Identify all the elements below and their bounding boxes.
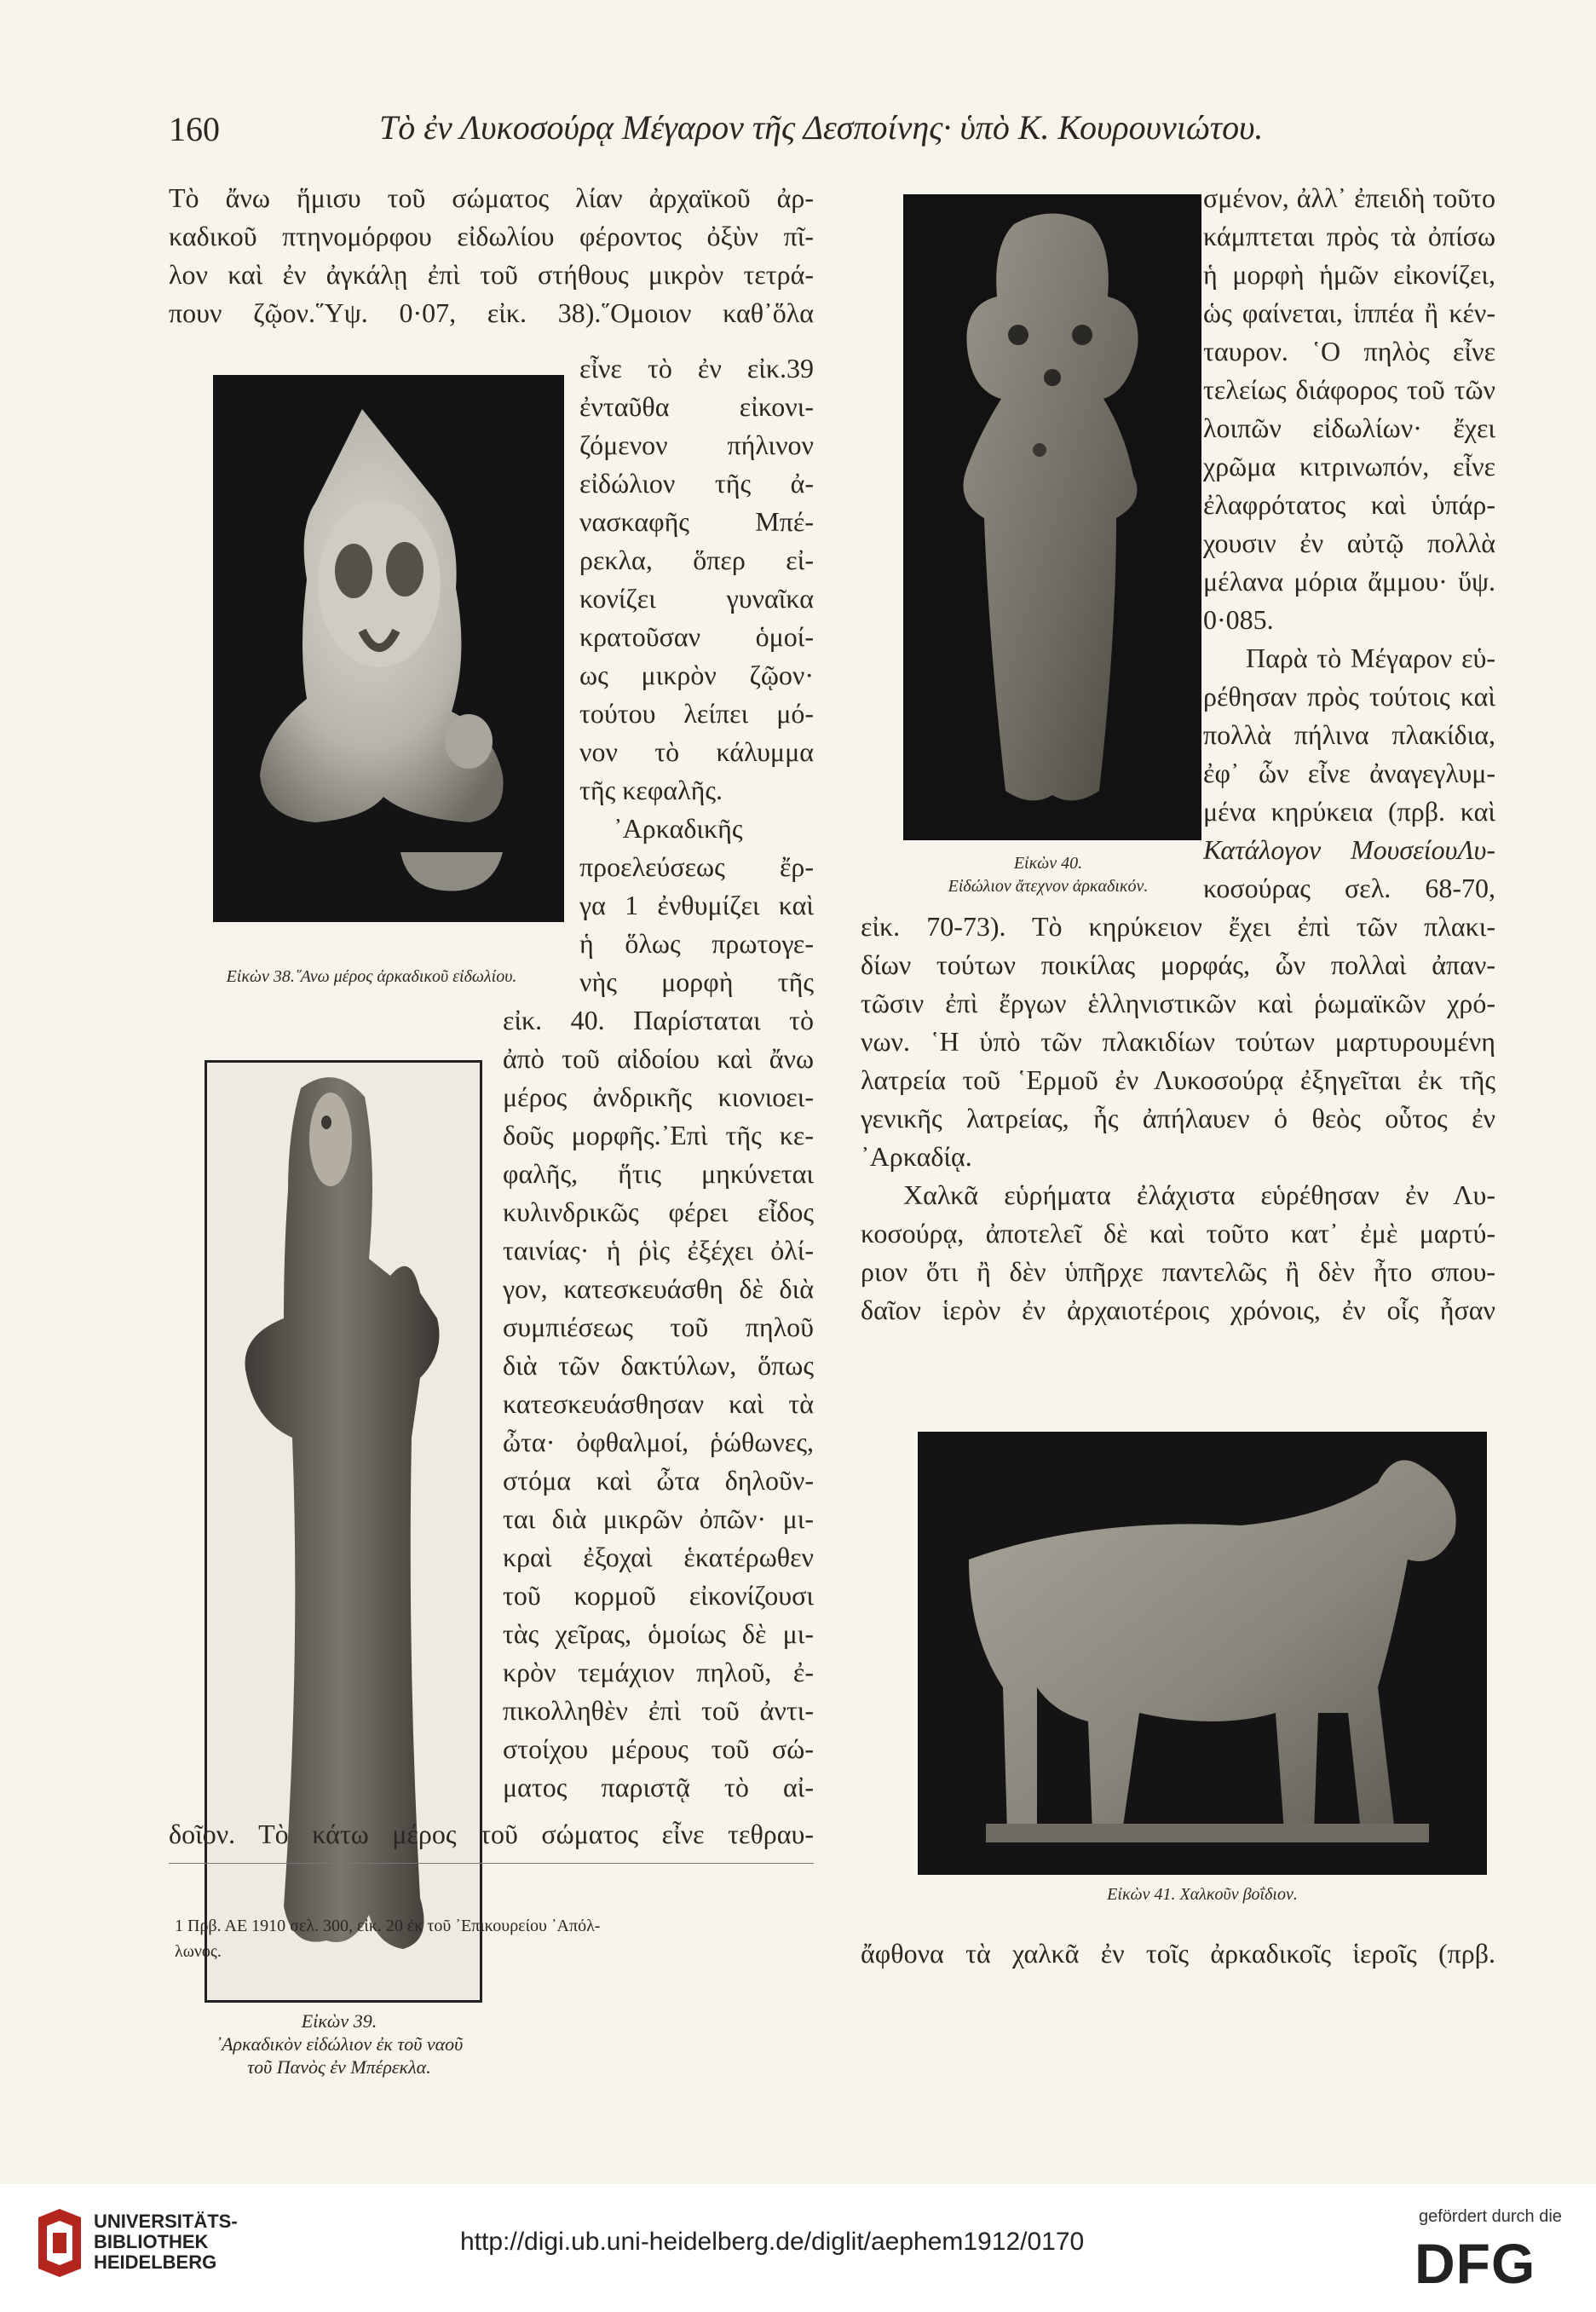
text-line: πουν ζῷον.῞Υψ. 0·07, εἰκ. 38).῞Ομοιον καθ᾽ὅλα — [169, 297, 814, 328]
text-line: ρέθησαν πρὸς τούτοις καὶ — [1203, 681, 1495, 712]
text-line: πικολληθὲν ἐπὶ τοῦ ἀντι- — [503, 1695, 814, 1726]
text-line: σμένον, ἀλλ᾽ ἐπειδὴ τοῦτο — [1203, 182, 1495, 213]
text-line: ὡς φαίνεται, ἱππέα ἢ κέν- — [1203, 297, 1495, 328]
figure-38-caption: Εἰκὼν 38.῞Ανω μέρος ἀρκαδικοῦ εἰδωλίου. — [226, 967, 517, 986]
library-logo-icon — [34, 2209, 85, 2277]
text-line: δαῖον ἱερὸν ἐν ἀρχαιοτέροις χρόνοις, ἐν οἷς ἦσαν — [861, 1294, 1495, 1325]
right-wrap-fig40 — [1203, 179, 1495, 908]
text-line: ἀπὸ τοῦ αἰδοίου καὶ ἄνω — [503, 1043, 814, 1074]
text-line: ἐλαφρότατος καὶ ὑπάρ- — [1203, 489, 1495, 520]
text-line: ᾽Αρκαδικῆς — [614, 813, 743, 844]
footnote-rule — [169, 1863, 814, 1864]
text-line: νασκαφῆς Μπέ- — [579, 506, 814, 537]
text-line: νων. ῾Η ὑπὸ τῶν πλακιδίων τούτων μαρτυρουμένη — [861, 1026, 1495, 1057]
text-line: Κατάλογον ΜουσείουΛυ- — [1203, 834, 1495, 865]
figure-40-photo — [903, 194, 1201, 840]
text-line: γον, κατεσκευάσθη δὲ διὰ — [503, 1273, 814, 1304]
text-line: κάμπτεται πρὸς τὰ ὀπίσω — [1203, 221, 1495, 251]
dfg-logo: DFG — [1415, 2232, 1536, 2295]
text-line: μέλανα μόρια ἄμμου· ὕψ. — [1203, 566, 1495, 597]
text-line: ταυρον. ῾Ο πηλὸς εἶνε — [1203, 336, 1495, 366]
text-line: κοσούρας σελ. 68-70, — [1203, 873, 1495, 903]
text-line: νον τὸ κάλυμμα — [579, 736, 814, 767]
library-name-line: BIBLIOTHEK — [94, 2231, 209, 2252]
figure-38-idol — [213, 375, 564, 922]
text-line: τελείως διάφορος τοῦ τῶν — [1203, 374, 1495, 405]
text-line: ταινίας· ἡ ῥὶς ἐξέχει ὀλί- — [503, 1235, 814, 1266]
library-name-line: UNIVERSITÄTS- — [94, 2211, 238, 2232]
left-fig40-line — [503, 1001, 814, 1040]
text-line: τὰς χεῖρας, ὁμοίως δὲ μι- — [503, 1618, 814, 1649]
figure-39-caption — [169, 2009, 510, 2078]
running-title: Τὸ ἐν Λυκοσούρᾳ Μέγαρον τῆς Δεσποίνης· ὑπὸ Κ. Κουρουνιώτου. — [379, 108, 1264, 147]
text-line: ᾽Αρκαδίᾳ. — [861, 1141, 972, 1172]
library-name — [94, 2211, 238, 2273]
text-line: εἰκ. 70-73). Τὸ κηρύκειον ἔχει ἐπὶ τῶν πλακι- — [861, 911, 1495, 942]
text-line: χρῶμα κιτρινωπόν, εἶνε — [1203, 451, 1495, 481]
text-line: δοῦς μορφῆς.᾽Επὶ τῆς κε- — [503, 1120, 814, 1150]
text-line: εἰδώλιον τῆς ἀ- — [579, 468, 814, 499]
text-line: ζόμενον πήλινον — [579, 430, 814, 460]
text-line: εἰκ. 40. Παρίσταται τὸ — [503, 1005, 814, 1035]
text-line: κρὸν τεμάχιον πηλοῦ, ἐ- — [503, 1657, 814, 1687]
text-line: διὰ τῶν δακτύλων, ὅπως — [503, 1350, 814, 1381]
text-line: στοίχου μέρους τοῦ σώ- — [503, 1733, 814, 1764]
text-line: μέρος ἀνδρικῆς κιονιοει- — [503, 1081, 814, 1112]
text-line: κυλινδρικῶς φέρει εἶδος — [503, 1196, 814, 1227]
text-line: φαλῆς, ἥτις μηκύνεται — [503, 1158, 814, 1189]
text-line: κραὶ ἐξοχαὶ ἑκατέρωθεν — [503, 1542, 814, 1572]
text-line: ὦτα· ὀφθαλμοί, ῥώθωνες, — [503, 1427, 814, 1457]
left-top-paragraph — [169, 179, 814, 332]
figure-39-photo — [205, 1060, 482, 2003]
text-line: τοῦ κορμοῦ εἰκονίζουσι — [503, 1580, 814, 1611]
text-line: κονίζει γυναῖκα — [579, 583, 814, 614]
text-line: εἶνε τὸ ἐν εἰκ.39 — [579, 353, 814, 383]
source-url[interactable]: http://digi.ub.uni-heidelberg.de/diglit/aephem1912/0170 — [460, 2228, 1085, 2256]
figure-41-ox — [918, 1432, 1487, 1875]
caption-line: Εἰδώλιον ἄτεχνον ἀρκαδικόν. — [948, 877, 1149, 896]
caption-line: τοῦ Πανὸς ἐν Μπέρεκλα. — [247, 2056, 431, 2078]
text-line: ἐνταῦθα εἰκονι- — [579, 391, 814, 422]
text-line: ρεκλα, ὅπερ εἰ- — [579, 545, 814, 575]
text-line: καδικοῦ πτηνομόρφου εἰδωλίου φέροντος ὀξὺν πῖ- — [169, 221, 814, 251]
left-bottom-line — [169, 1815, 814, 1854]
caption-line: Εἰκὼν 40. — [1013, 854, 1083, 873]
figure-40-idol — [903, 194, 1201, 840]
text-line: μένα κηρύκεια (πρβ. καὶ — [1203, 796, 1495, 827]
text-line: τούτου λείπει μό- — [579, 698, 814, 729]
text-line: ἄφθονα τὰ χαλκᾶ ἐν τοῖς ἀρκαδικοῖς ἱεροῖς (πρβ. — [861, 1938, 1495, 1969]
left-wrap-fig38 — [579, 349, 814, 1001]
text-line: Τὸ ἄνω ἥμισυ τοῦ σώματος λίαν ἀρχαϊκοῦ ἀρ- — [169, 182, 814, 213]
figure-40-caption — [886, 852, 1210, 898]
text-line: συμπιέσεως τοῦ πηλοῦ — [503, 1312, 814, 1342]
text-line: ἐφ᾽ ὧν εἶνε ἀναγεγλυμ- — [1203, 758, 1495, 788]
funder-label: gefördert durch die — [1419, 2207, 1562, 2226]
right-bottom-line — [861, 1934, 1495, 1973]
figure-41-caption: Εἰκὼν 41. Χαλκοῦν βοΐδιον. — [1107, 1885, 1298, 1904]
text-line: λατρεία τοῦ ῾Ερμοῦ ἐν Λυκοσούρᾳ ἐξηγεῖται ἐκ τῆς — [861, 1064, 1495, 1095]
caption-line: ᾽Αρκαδικὸν εἰδώλιον ἐκ τοῦ ναοῦ — [215, 2033, 464, 2055]
caption-line: Εἰκὼν 39. — [301, 2010, 377, 2032]
text-line: δίων τούτων ποικίλας μορφάς, ὧν πολλαὶ ἀπαν- — [861, 949, 1495, 980]
text-line: Παρὰ τὸ Μέγαρον εὑ- — [1246, 643, 1495, 673]
text-line: ἡ μορφὴ ἡμῶν εἰκονίζει, — [1203, 259, 1495, 290]
text-line: στόμα καὶ ὦτα δηλοῦν- — [503, 1465, 814, 1496]
figure-39-idol — [207, 1063, 480, 2000]
figure-38-photo — [213, 375, 564, 922]
footnote-line: 1 Πρβ. ΑΕ 1910 σελ. 300, εἰκ. 20 ἐκ τοῦ ᾽Επικουρείου ᾽Απόλ- — [175, 1917, 601, 1935]
right-full-paragraph — [861, 908, 1495, 1329]
text-line: ριον ὅτι ἢ δὲν ὑπῆρχε παντελῶς ἢ δὲν ἦτο σπου- — [861, 1256, 1495, 1287]
text-line: γα 1 ἐνθυμίζει καὶ — [579, 890, 814, 920]
text-line: λον καὶ ἐν ἀγκάλῃ ἐπὶ τοῦ στήθους μικρὸν τετρά- — [169, 259, 814, 290]
text-line: δοῖον. Τὸ κάτω μέρος τοῦ σώματος εἶνε τεθραυ- — [169, 1819, 814, 1849]
text-line: προελεύσεως ἔρ- — [579, 851, 814, 882]
text-line: χουσιν ἐν αὐτῷ πολλὰ — [1203, 528, 1495, 558]
text-line: νὴς μορφὴ τῆς — [579, 966, 814, 997]
text-line: ἡ ὅλως πρωτογε- — [579, 928, 814, 959]
figure-41-photo — [918, 1432, 1487, 1875]
text-line: κοσούρᾳ, ἀποτελεῖ δὲ καὶ τοῦτο κατ᾽ ἐμὲ μαρτύ- — [861, 1218, 1495, 1248]
left-wrap-fig39 — [503, 1040, 814, 1807]
text-line: ματος παριστᾷ τὸ αἰ- — [503, 1772, 814, 1802]
text-line: λοιπῶν εἰδωλίων· ἔχει — [1203, 412, 1495, 443]
text-line: Χαλκᾶ εὑρήματα ἐλάχιστα εὑρέθησαν ἐν Λυ- — [903, 1179, 1495, 1210]
text-line: 0·085. — [1203, 604, 1274, 635]
footnote-line: λωνος. — [175, 1942, 222, 1961]
text-line: ται διὰ μικρῶν ὀπῶν· μι- — [503, 1503, 814, 1534]
library-name-line: HEIDELBERG — [94, 2251, 217, 2273]
text-line: τῶσιν ἐπὶ ἔργων ἑλληνιστικῶν καὶ ῥωμαϊκῶν χρό- — [861, 988, 1495, 1018]
text-line: γενικῆς λατρείας, ἧς ἀπήλαυεν ὁ θεὸς οὗτος ἐν — [861, 1103, 1495, 1133]
text-line: ως μικρὸν ζῷον· — [579, 660, 814, 690]
text-line: πολλὰ πήλινα πλακίδια, — [1203, 719, 1495, 750]
footnote — [175, 1913, 600, 1964]
text-line: κρατοῦσαν ὁμοί- — [579, 621, 814, 652]
page-number: 160 — [169, 110, 220, 148]
text-line: κατεσκευάσθησαν καὶ τὰ — [503, 1388, 814, 1419]
text-line: τῆς κεφαλῆς. — [579, 775, 723, 805]
